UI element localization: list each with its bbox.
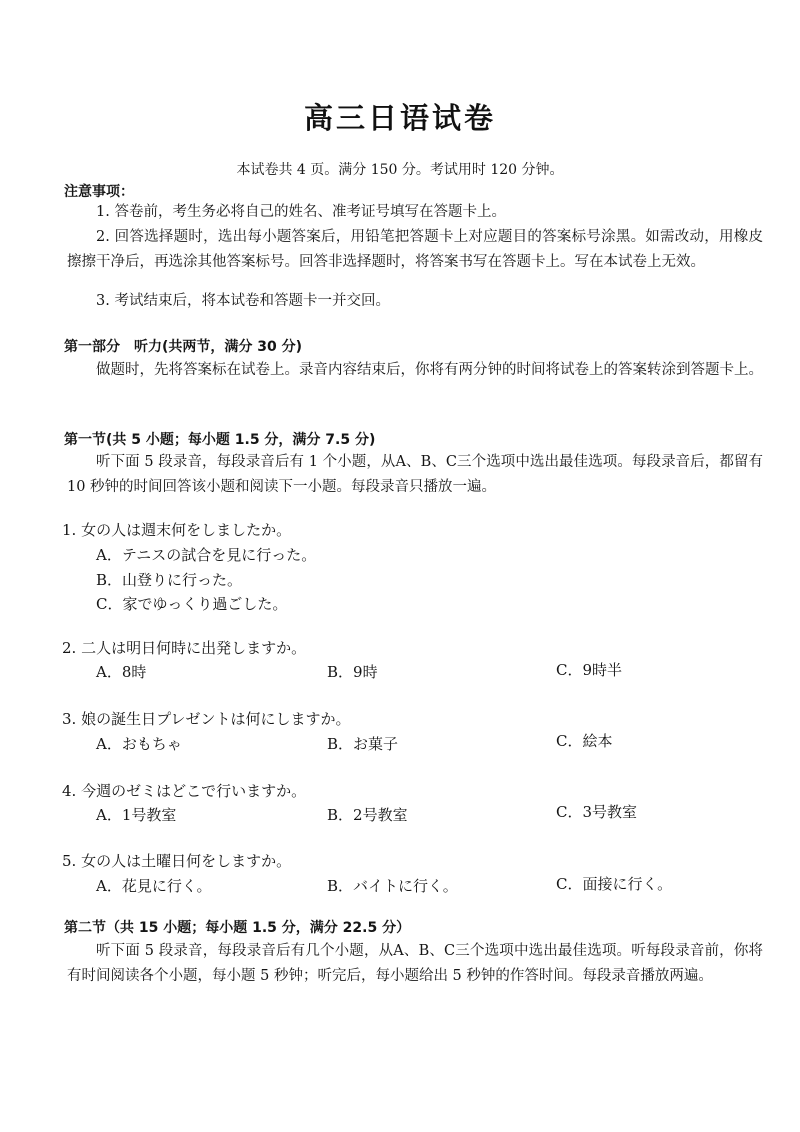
question-4-option-c: C．3号教室 — [556, 803, 638, 821]
question-4-option-a: A．1号教室 — [96, 806, 177, 824]
part1-heading: 第一部分 听力(共两节，满分 30 分) — [64, 339, 303, 355]
question-5: 5. 女の人は土曜日何をしますか。 — [62, 852, 292, 870]
question-1: 1. 女の人は週末何をしましたか。 — [62, 521, 292, 539]
notice-item-1: 1. 答卷前，考生务必将自己的姓名、准考证号填写在答题卡上。 — [96, 204, 506, 220]
question-3-option-c: C．絵本 — [556, 732, 613, 750]
question-5-option-a: A．花見に行く。 — [96, 877, 212, 895]
question-5-option-b: B．バイトに行く。 — [327, 877, 458, 895]
question-4: 4. 今週のゼミはどこで行いますか。 — [62, 782, 307, 800]
section2-instruction: 听下面 5 段录音，每段录音后有几个小题，从A、B、C三个选项中选出最佳选项。听每段录音前，你将有时间阅读各个小题，每小题 5 秒钟；听完后，每小题给出 5 秒钟的作答时间。每段录音播放两遍。 — [67, 943, 763, 984]
part1-instruction: 做题时，先将答案标在试卷上。录音内容结束后，你将有两分钟的时间将试卷上的答案转涂到答题卡上。 — [96, 362, 763, 378]
notice-item-3: 3. 考试结束后，将本试卷和答题卡一并交回。 — [96, 293, 390, 309]
question-1-option-a: A．テニスの試合を見に行った。 — [96, 546, 317, 564]
question-1-option-b: B．山登りに行った。 — [96, 571, 243, 589]
notice-heading: 注意事项： — [64, 184, 134, 200]
notice-item-2: 2. 回答选择题时，选出每小题答案后，用铅笔把答题卡上对应题目的答案标号涂黑。如需改动，用橡皮擦擦干净后，再选涂其他答案标号。回答非选择题时，将答案书写在答题卡上。写在本试卷上无效。 — [67, 229, 763, 270]
question-2-option-a: A．8時 — [96, 663, 147, 681]
question-2: 2. 二人は明日何時に出発しますか。 — [62, 639, 307, 657]
section1-heading: 第一节(共 5 小题；每小题 1.5 分，满分 7.5 分) — [64, 432, 376, 448]
question-3-option-b: B．お菓子 — [327, 735, 399, 753]
question-2-option-c: C．9時半 — [556, 661, 623, 679]
question-4-option-b: B．2号教室 — [327, 806, 408, 824]
question-2-option-b: B．9時 — [327, 663, 378, 681]
question-5-option-c: C．面接に行く。 — [556, 875, 673, 893]
exam-info: 本试卷共 4 页。满分 150 分。考试用时 120 分钟。 — [236, 162, 564, 178]
section2-heading: 第二节（共 15 小题；每小题 1.5 分，满分 22.5 分） — [64, 920, 411, 936]
question-3-option-a: A．おもちゃ — [96, 735, 182, 753]
section1-instruction: 听下面 5 段录音，每段录音后有 1 个小题，从A、B、C三个选项中选出最佳选项。每段录音后，都留有 10 秒钟的时间回答该小题和阅读下一小题。每段录音只播放一遍。 — [67, 454, 763, 495]
question-3: 3. 娘の誕生日プレゼントは何にしますか。 — [62, 710, 351, 728]
question-1-option-c: C．家でゆっくり過ごした。 — [96, 595, 288, 613]
page-title: 高三日语试卷 — [303, 101, 496, 135]
